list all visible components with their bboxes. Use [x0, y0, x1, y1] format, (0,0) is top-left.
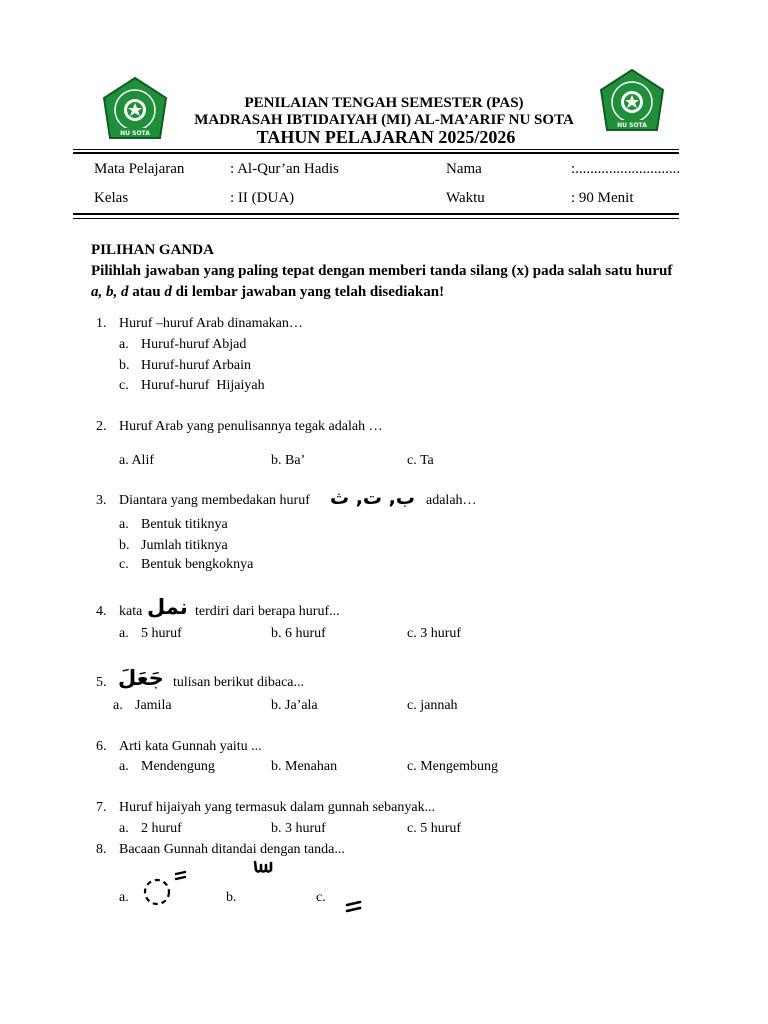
question-text: Huruf Arab yang penulisannya tegak adalah …: [119, 419, 383, 434]
question-text: Arti kata Gunnah yaitu ...: [119, 739, 262, 754]
time-value: : 90 Menit: [571, 190, 634, 206]
option-letter: a.: [119, 337, 129, 352]
option-text: Bentuk bengkoknya: [141, 557, 254, 572]
option-letter: b.: [119, 358, 130, 373]
question-number: 2.: [96, 419, 107, 434]
subject-value: : Al-Qur’an Hadis: [230, 161, 339, 177]
option-text: c. Ta: [407, 453, 434, 468]
header-divider: [73, 149, 679, 150]
svg-text:NU SOTA: NU SOTA: [120, 130, 150, 137]
question-text: Huruf hijaiyah yang termasuk dalam gunnah sebanyak...: [119, 800, 436, 815]
option-text: b. Ba’: [271, 453, 306, 468]
option-letter: a.: [113, 698, 123, 713]
option-text: c. 3 huruf: [407, 626, 462, 641]
option-text: a. Alif: [119, 453, 154, 468]
option-text: b.: [226, 890, 237, 905]
question-number: 3.: [96, 493, 107, 508]
question-number: 7.: [96, 800, 107, 815]
question-text-end: terdiri dari berapa huruf...: [195, 604, 340, 619]
option-text: c. 5 huruf: [407, 821, 462, 836]
option-letter: b.: [119, 538, 130, 553]
question-number: 5.: [96, 675, 107, 690]
class-label: Kelas: [94, 190, 129, 206]
option-text: c. Mengembung: [407, 759, 498, 774]
name-value: :............................: [571, 161, 681, 177]
option-text: Huruf-huruf Abjad: [141, 337, 247, 352]
option-text: 2 huruf: [141, 821, 182, 836]
info-divider: [73, 218, 679, 219]
option-text: c.: [316, 890, 326, 905]
question-number: 1.: [96, 316, 107, 331]
dashed-circle-tanwin-icon: [140, 868, 192, 910]
question-text: Huruf –huruf Arab dinamakan…: [119, 316, 303, 331]
info-divider-thick: [73, 213, 679, 215]
class-value: : II (DUA): [230, 190, 295, 206]
section-title: PILIHAN GANDA: [91, 242, 214, 258]
option-text: b. 3 huruf: [271, 821, 326, 836]
arabic-word: نمل: [147, 595, 188, 619]
tasydid-icon: [252, 858, 274, 876]
question-number: 6.: [96, 739, 107, 754]
option-text: b. Ja’ala: [271, 698, 318, 713]
instruction-line-1: Pilihlah jawaban yang paling tepat dengan memberi tanda silang (x) pada salah satu huruf: [91, 263, 673, 279]
header-title-3: TAHUN PELAJARAN 2025/2026: [256, 127, 516, 147]
option-text: Huruf-huruf Hijaiyah: [141, 378, 265, 393]
instruction-line-2: a, b, d atau d di lembar jawaban yang telah disediakan!: [91, 284, 445, 300]
option-text: b. Menahan: [271, 759, 338, 774]
header-divider-thick: [73, 152, 679, 154]
question-number: 8.: [96, 842, 107, 857]
option-text: Huruf-huruf Arbain: [141, 358, 252, 373]
time-label: Waktu: [446, 190, 485, 206]
header-title-1: PENILAIAN TENGAH SEMESTER (PAS): [244, 95, 524, 111]
svg-text:NU SOTA: NU SOTA: [617, 122, 647, 129]
option-text: Mendengung: [141, 759, 215, 774]
name-label: Nama: [446, 161, 482, 177]
option-text: a.: [119, 890, 129, 905]
option-text: Jamila: [135, 698, 172, 713]
option-letter: a.: [119, 626, 129, 641]
option-letter: a.: [119, 517, 129, 532]
option-text: c. jannah: [407, 698, 458, 713]
question-text: kata: [119, 604, 143, 619]
arabic-word: جَعَلَ: [118, 666, 164, 690]
option-letter: a.: [119, 821, 129, 836]
fathatain-icon: [344, 900, 364, 914]
option-text: b. 6 huruf: [271, 626, 326, 641]
question-text-end: adalah…: [426, 493, 477, 508]
question-text-end: tulisan berikut dibaca...: [173, 675, 305, 690]
question-text: Bacaan Gunnah ditandai dengan tanda...: [119, 842, 345, 857]
option-text: Jumlah titiknya: [141, 538, 228, 553]
question-text: Diantara yang membedakan huruf: [119, 493, 310, 508]
option-letter: a.: [119, 759, 129, 774]
arabic-letters: ب, ت, ث: [330, 487, 415, 509]
subject-label: Mata Pelajaran: [94, 161, 185, 177]
header-title-2: MADRASAH IBTIDAIYAH (MI) AL-MA’ARIF NU SOTA: [194, 112, 574, 128]
option-text: Bentuk titiknya: [141, 517, 228, 532]
option-text: 5 huruf: [141, 626, 182, 641]
option-letter: c.: [119, 557, 129, 572]
question-number: 4.: [96, 604, 107, 619]
option-letter: c.: [119, 378, 129, 393]
